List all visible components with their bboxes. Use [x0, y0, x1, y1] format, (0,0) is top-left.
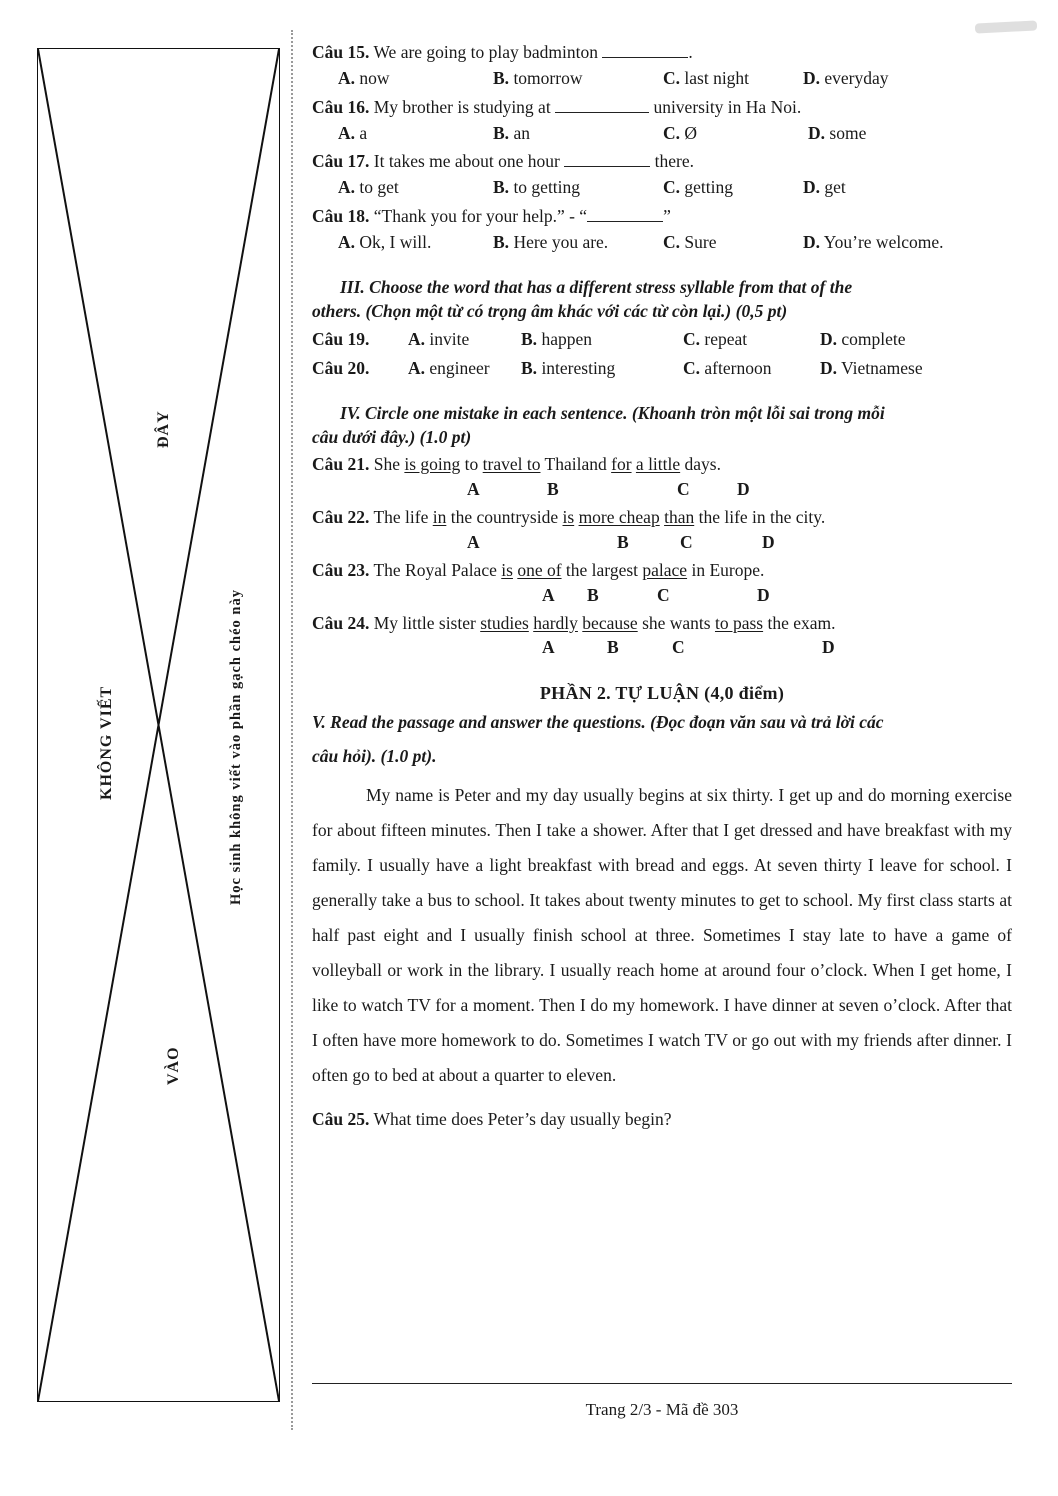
tear-line-divider [291, 30, 293, 1430]
option-text: to get [359, 177, 399, 198]
option-letter: A. [408, 329, 426, 350]
option-d[interactable] [803, 230, 943, 255]
option-letter: D. [803, 177, 821, 198]
sentence-part-underlined[interactable]: palace [642, 559, 688, 580]
option-c[interactable] [663, 175, 803, 200]
question-text: It takes me about one hour [373, 151, 560, 172]
option-a[interactable] [338, 230, 493, 255]
option-letter: B. [493, 231, 510, 252]
sentence-part: days. [680, 454, 721, 474]
option-text: Here you are. [513, 231, 609, 252]
mark-c: C [680, 531, 693, 552]
option-letter: A. [338, 67, 356, 88]
option-b[interactable] [493, 66, 663, 91]
option-letter: C. [663, 177, 681, 198]
option-letter: B. [493, 122, 510, 143]
question-text: “Thank you for your help.” - “ [373, 206, 588, 227]
option-text: Sure [684, 231, 717, 252]
mark-b: B [607, 637, 619, 658]
section-iv-line2: câu dưới đây.) (1.0 pt) [312, 426, 472, 447]
mark-a: A [542, 584, 555, 605]
option-letter: A. [338, 177, 356, 198]
option-text: to getting [513, 177, 581, 198]
mark-d: D [757, 584, 770, 605]
margin-label-vao: VÀO [165, 1046, 182, 1085]
mark-a: A [467, 478, 480, 499]
option-text: last night [684, 67, 750, 88]
option-letter: B. [521, 329, 538, 350]
option-d[interactable] [820, 327, 906, 352]
option-c[interactable] [683, 356, 820, 381]
option-letter: A. [338, 122, 356, 143]
option-letter: C. [663, 231, 681, 252]
passage-text: My name is Peter and my day usually begins at six thirty. I get up and do morning exercise for about fifteen minutes. Then I take a shower. After that I get dressed and have breakfast with my family. I usually have a light breakfast with bread and eggs. At seven thirty I leave for school. I generally take a bus to school. It takes about twenty minutes to get to school. My first class starts at half past eight and I usually finish school at three. Sometimes I stay late to have a game of volleyball or work in the library. I usually reach home at around four o’clock. When I get home, I like to watch TV for a moment. Then I do my homework. I have dinner at seven o’clock. After that I often have more homework to do. Sometimes I watch TV or go out with my friends after dinner. I often go to bed at about a quarter to eleven. [312, 785, 1012, 1086]
option-letter: B. [521, 357, 538, 378]
mark-c: C [677, 478, 690, 499]
question-text: What time does Peter’s day usually begin? [373, 1109, 672, 1130]
option-b[interactable] [521, 327, 683, 352]
sentence-part: She [373, 454, 405, 474]
sentence-part-underlined[interactable]: travel to [482, 454, 541, 474]
mark-b: B [587, 584, 599, 605]
exam-content [312, 40, 1012, 1132]
answer-blank [564, 150, 650, 168]
mistake-sentence [312, 452, 1012, 477]
question-number: Câu 18. [312, 206, 370, 227]
option-letter: C. [683, 329, 701, 350]
option-text: Ok, I will. [359, 231, 432, 252]
option-a[interactable] [338, 121, 493, 146]
question-number: Câu 22. [312, 506, 370, 527]
option-row [312, 66, 1012, 91]
question-stem [312, 149, 1012, 174]
option-b[interactable] [521, 356, 683, 381]
mark-d: D [822, 637, 835, 658]
option-row [312, 175, 1012, 200]
sentence-part: to [460, 454, 483, 474]
question-text-after: . [688, 42, 693, 62]
option-letter: D. [803, 67, 821, 88]
mark-d: D [737, 478, 750, 499]
question-number: Câu 23. [312, 559, 370, 580]
option-letter: C. [663, 67, 681, 88]
option-text: Vietnamese [841, 357, 923, 378]
question-number: Câu 19. [312, 329, 370, 350]
sentence-part-underlined[interactable]: to pass [714, 612, 764, 633]
sentence-part-underlined[interactable]: for [611, 454, 632, 474]
mark-a: A [467, 531, 480, 552]
mistake-sentence [312, 505, 1012, 530]
option-c[interactable] [683, 327, 820, 352]
mark-b: B [547, 478, 559, 499]
question-number: Câu 20. [312, 357, 370, 378]
question-stem [312, 204, 1012, 229]
option-d[interactable] [803, 66, 889, 91]
margin-label-khong-viet: KHÔNG VIẾT [98, 685, 115, 800]
section-iv-heading [312, 401, 1012, 449]
section-v-heading [312, 710, 1012, 768]
mistake-marks-row [312, 583, 1012, 605]
option-c[interactable] [663, 230, 803, 255]
sentence-part-underlined[interactable]: is [562, 506, 575, 527]
option-letter: D. [820, 357, 838, 378]
sentence-part: the exam. [763, 612, 836, 633]
sentence-part: The life [373, 506, 433, 527]
answer-blank [587, 204, 663, 222]
section-iii-heading [312, 275, 1012, 323]
sentence-part: the largest [561, 559, 643, 580]
option-text: everyday [824, 67, 889, 88]
option-letter: B. [493, 67, 510, 88]
section-v-line1: V. Read the passage and answer the questions. (Đọc đoạn văn sau và trả lời các [312, 711, 884, 732]
sentence-part-underlined[interactable]: than [664, 506, 695, 527]
option-text: Ø [684, 122, 698, 143]
option-b[interactable] [493, 230, 663, 255]
question-text-after: there. [654, 151, 694, 172]
option-text: engineer [429, 357, 490, 378]
question-number: Câu 15. [312, 42, 370, 62]
section-v-line2: câu hỏi). (1.0 pt). [312, 746, 437, 767]
option-text: get [824, 177, 846, 198]
option-letter: C. [683, 357, 701, 378]
option-b[interactable] [493, 175, 663, 200]
sentence-part-underlined[interactable]: studies [480, 612, 529, 633]
option-c[interactable] [663, 66, 803, 91]
option-letter: A. [408, 357, 426, 378]
mistake-marks-row [312, 635, 1012, 657]
option-d[interactable] [808, 121, 866, 146]
option-letter: D. [803, 231, 821, 252]
option-text: an [513, 122, 530, 143]
option-a[interactable] [408, 356, 521, 381]
option-letter: D. [820, 329, 838, 350]
answer-blank [602, 40, 688, 58]
sentence-part: she wants [637, 612, 715, 633]
option-a[interactable] [338, 175, 493, 200]
sentence-part-underlined[interactable]: one of [517, 559, 562, 580]
option-text: repeat [704, 329, 748, 350]
section-iii-line2: others. (Chọn một từ có trọng âm khác với các từ còn lại.) (0,5 pt) [312, 300, 788, 321]
page-footer: Trang 2/3 - Mã đề 303 [585, 1400, 739, 1419]
option-row [312, 327, 1012, 352]
sentence-part: The Royal Palace [373, 559, 502, 580]
option-a[interactable] [408, 327, 521, 352]
sentence-part-underlined[interactable]: because [582, 612, 638, 633]
option-row [312, 356, 1012, 381]
sentence-part: the life in the city. [694, 506, 826, 527]
question-number: Câu 16. [312, 96, 370, 117]
option-a[interactable] [338, 66, 493, 91]
part-2-title: PHẦN 2. TỰ LUẬN (4,0 điểm) [539, 683, 785, 704]
mistake-marks-row [312, 477, 1012, 499]
reading-passage [312, 778, 1012, 1093]
mistake-sentence [312, 558, 1012, 583]
option-letter: C. [663, 122, 681, 143]
option-text: happen [541, 329, 592, 350]
sentence-part-underlined[interactable]: more cheap [578, 506, 660, 527]
option-text: invite [429, 329, 470, 350]
question-number: Câu 17. [312, 151, 370, 172]
sentence-part-underlined[interactable]: a little [635, 454, 681, 474]
option-text: a [359, 122, 368, 143]
option-letter: A. [338, 231, 356, 252]
question-number: Câu 24. [312, 612, 370, 633]
option-letter: B. [493, 177, 510, 198]
option-text: interesting [541, 357, 616, 378]
question-25 [312, 1107, 1012, 1132]
option-text: You’re welcome. [823, 231, 944, 252]
section-iv-line1: IV. Circle one mistake in each sentence. (Khoanh tròn một lỗi sai trong mỗi [340, 402, 885, 423]
margin-note-text: Học sinh không viết vào phần gạch chéo này [228, 589, 244, 905]
question-text: My brother is studying at [373, 96, 551, 117]
option-text: afternoon [704, 357, 772, 378]
sentence-part: the countryside [446, 506, 563, 527]
question-number: Câu 25. [312, 1109, 370, 1130]
option-b[interactable] [493, 121, 663, 146]
exam-margin-strip [0, 0, 292, 1496]
mark-d: D [762, 531, 775, 552]
option-row [312, 230, 1012, 255]
question-stem [312, 95, 1012, 120]
margin-label-day: ĐÂY [155, 410, 172, 448]
mistake-marks-row [312, 530, 1012, 552]
sentence-part-underlined[interactable]: in [432, 506, 447, 527]
section-iii-line1: III. Choose the word that has a different stress syllable from that of the [340, 276, 853, 297]
option-text: now [359, 67, 390, 88]
sentence-part-underlined[interactable]: hardly [533, 612, 578, 633]
option-text: some [829, 122, 867, 143]
page-smudge [975, 20, 1037, 33]
mistake-sentence [312, 611, 1012, 636]
mark-a: A [542, 637, 555, 658]
question-text: We are going to play badminton [373, 42, 599, 62]
sentence-part: Thailand [540, 454, 612, 474]
mark-b: B [617, 531, 629, 552]
answer-blank [555, 95, 649, 113]
option-d[interactable] [820, 356, 923, 381]
option-c[interactable] [663, 121, 808, 146]
question-text-after: ” [663, 206, 671, 227]
sentence-part-underlined[interactable]: is [501, 559, 513, 580]
option-text: complete [841, 329, 906, 350]
option-text: tomorrow [513, 67, 583, 88]
question-number: Câu 21. [312, 454, 370, 474]
sentence-part: My little sister [373, 612, 481, 633]
option-letter: D. [808, 122, 826, 143]
option-text: getting [684, 177, 733, 198]
footer-divider [312, 1383, 1012, 1384]
mark-c: C [657, 584, 670, 605]
mark-c: C [672, 637, 685, 658]
sentence-part-underlined[interactable]: is going [404, 454, 461, 474]
question-stem [312, 40, 1012, 65]
sentence-part: in Europe. [687, 559, 765, 580]
option-row [312, 121, 1012, 146]
question-text-after: university in Ha Noi. [653, 96, 802, 117]
option-d[interactable] [803, 175, 846, 200]
